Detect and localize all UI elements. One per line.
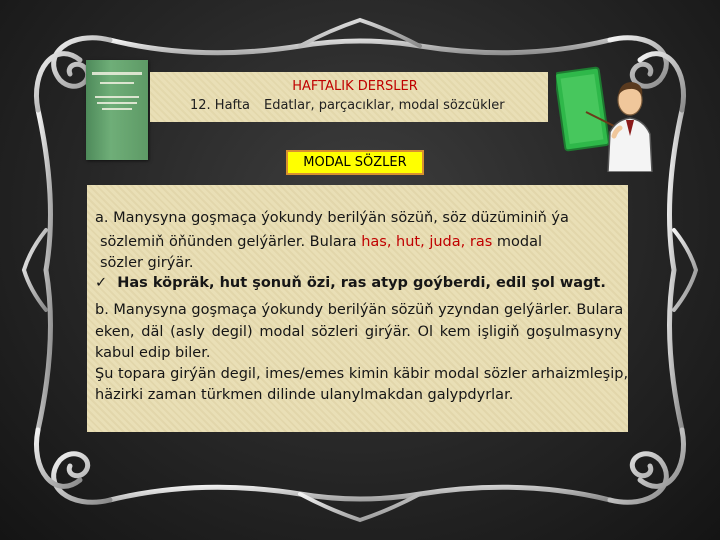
para-a-line2: sözlemiň öňünden gelýärler. Bulara has, hut, juda, ras modal bbox=[100, 234, 542, 250]
green-book-cover bbox=[86, 60, 148, 160]
section-label: MODAL SÖZLER bbox=[286, 150, 424, 175]
week-label: 12. Hafta bbox=[190, 98, 250, 113]
para-a-line3: sözler girýär. bbox=[100, 255, 194, 271]
example-line: ✓ Has köpräk, hut şonuň özi, ras atyp goýberdi, edil şol wagt. bbox=[95, 275, 606, 291]
modal-word-examples: has, hut, juda, ras bbox=[361, 234, 493, 250]
para-a-line1: a. Manysyna goşmaça ýokundy berilýän sözüň, söz düzüminiň ýa bbox=[95, 210, 569, 226]
para-b-line2: eken, däl (asly degil) modal sözleri girýär. Ol kem işligiň goşulmasyny bbox=[95, 324, 622, 340]
para-b-line3: kabul edip biler. bbox=[95, 345, 211, 361]
para-c-line2: häzirki zaman türkmen dilinde ulanylmakdan galypdyrlar. bbox=[95, 387, 514, 403]
para-b-line1: b. Manysyna goşmaça ýokundy berilýän sözüň yzyndan gelýärler. Bulara bbox=[95, 302, 624, 318]
checkmark-icon: ✓ bbox=[95, 275, 108, 291]
header-title: HAFTALIK DERSLER bbox=[292, 79, 418, 94]
para-c-line1: Şu topara girýän degil, imes/emes kimin käbir modal sözler arhaizmleşip, bbox=[95, 366, 629, 382]
teacher-with-board-icon bbox=[556, 62, 656, 172]
topic-label: Edatlar, parçacıklar, modal sözcükler bbox=[264, 98, 505, 113]
